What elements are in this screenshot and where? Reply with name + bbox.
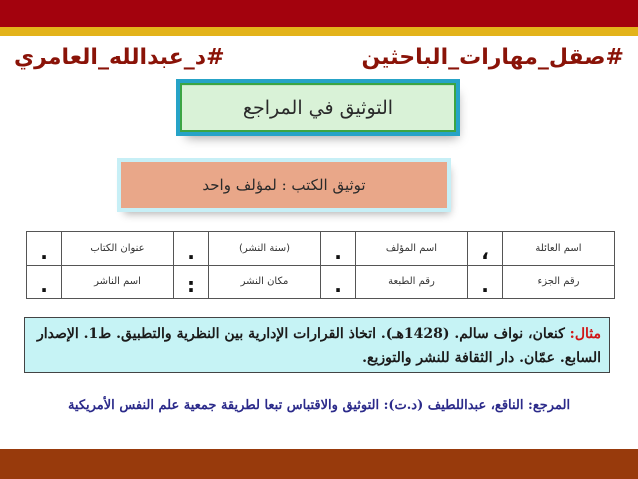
example-label: مثال: <box>569 326 601 342</box>
example-text: كنعان، نواف سالم. (1428هـ). اتخاذ القرارات الإدارية بين النظرية والتطبيق. ط1. الإصدار السابع. عمّان. دار الثقافة للنشر والتوزيع. <box>36 326 601 366</box>
field-punctuation: . <box>27 265 62 299</box>
table-row <box>27 265 615 299</box>
reference-source: المرجع: الناقع، عبداللطيف (د.ت): التوثيق والاقتباس تبعا لطريقة جمعية علم النفس الأمريكية <box>67 398 571 413</box>
top-banner-bar <box>0 0 638 27</box>
field-label: اسم العائلة <box>503 232 615 266</box>
field-label: رقم الطبعة <box>356 265 468 299</box>
field-punctuation: . <box>174 232 209 266</box>
field-label: اسم المؤلف <box>356 232 468 266</box>
field-label: (سنة النشر) <box>209 232 321 266</box>
field-punctuation: . <box>321 265 356 299</box>
hashtag-author: #د_عبدالله_العامري <box>14 45 225 70</box>
bottom-banner-bar <box>0 449 638 479</box>
example-citation-box <box>24 317 610 373</box>
field-label: عنوان الكتاب <box>62 232 174 266</box>
table-row <box>27 232 615 266</box>
top-accent-stripe <box>0 27 638 36</box>
slide-subtitle: توثيق الكتب : لمؤلف واحد <box>121 162 447 208</box>
field-label: مكان النشر <box>209 265 321 299</box>
field-label: رقم الجزء <box>503 265 615 299</box>
field-punctuation: ، <box>468 232 503 266</box>
field-label: اسم الناشر <box>62 265 174 299</box>
field-punctuation: : <box>174 265 209 299</box>
citation-fields-table <box>26 231 615 299</box>
hashtag-skills: #صقل_مهارات_الباحثين <box>361 45 624 70</box>
field-punctuation: . <box>27 232 62 266</box>
field-punctuation: . <box>321 232 356 266</box>
slide-title: التوثيق في المراجع <box>182 85 454 130</box>
field-punctuation: . <box>468 265 503 299</box>
